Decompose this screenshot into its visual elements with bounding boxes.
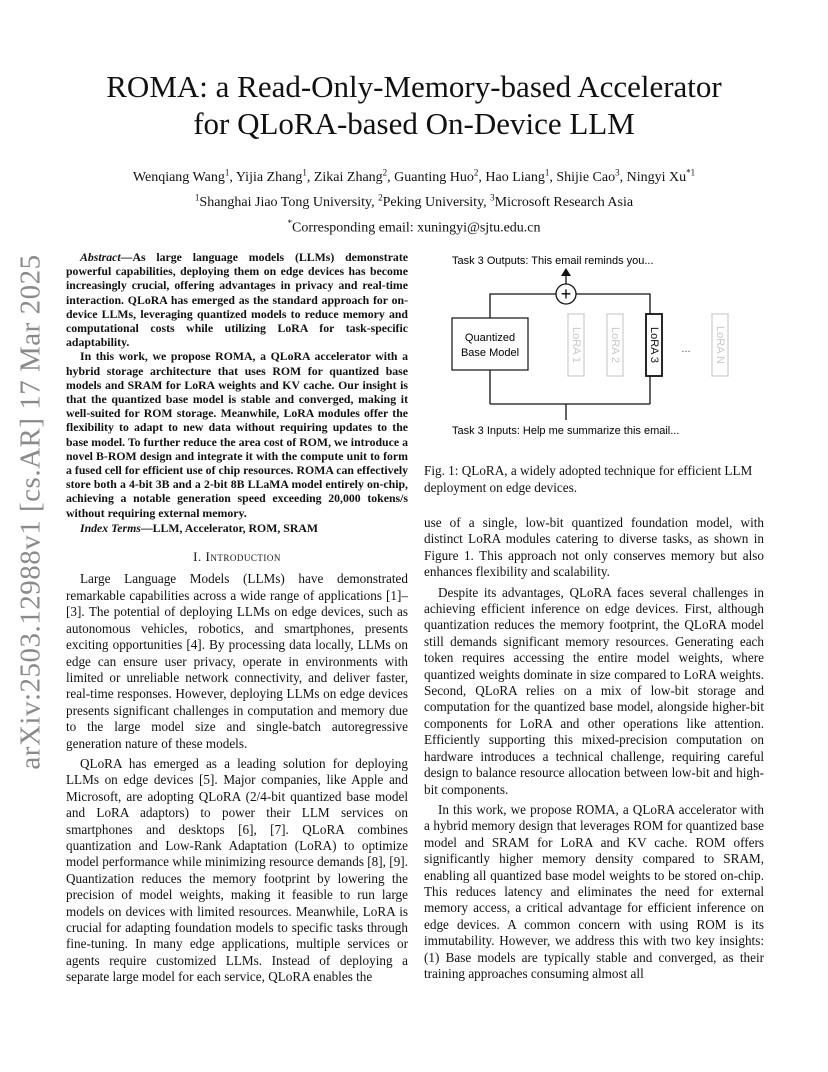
affiliation: $^3$Microsoft Research Asia (490, 192, 634, 211)
arxiv-identifier: arXiv:2503.12988v1 [cs.AR] 17 Mar 2025 (14, 254, 47, 770)
author-list (64, 162, 764, 188)
intro-paragraph-2: QLoRA has emerged as a leading solution for deploying LLMs on edge devices [5]. Major companies, like Apple and Microsoft, are adopting QLoRA (2/4-bit quantized base model and LoRA adaptors) to power their LLM services on smartphones and desktops [6], [7]. QLoRA combines quantization and Low-Rank Adaptation (LoRA) to optimize model performance while minimizing resource demands [8], [9]. Quantization reduces the memory footprint by lowering the precision of model weights, making it feasible to run large models on devices with limited resources. Meanwhile, LoRA is crucial for adapting foundation models to specific tasks through fine-tuning. In many edge applications, multiple services or agents require customized LLMs. Instead of deploying a separate large model for each service, QLoRA enables the (66, 755, 408, 985)
author: Hao Liang$^1$, (485, 167, 557, 185)
affiliation: $^2$Peking University, (378, 192, 491, 211)
outputs-label: Task 3 Outputs: This email reminds you... (452, 255, 654, 267)
adder-icon: + (560, 284, 572, 304)
right-paragraph-2: Despite its advantages, QLoRA faces several challenges in achieving efficient inference on edge devices. First, although quantization reduces the memory footprint, the QLoRA model still demands significant memory resources. Generating each token requires accessing the entire model weights, where quantized weights dominate in size compared to LoRA weights. Second, QLoRA relies on a mix of low-bit storage and computation for the quantized base model, alongside higher-bit components for LoRA and other operations like attention. Efficiently supporting this mixed-precision computation on hardware introduces a technical challenge, requiring careful design to balance resource allocation between low-bit and high-bit components. (424, 584, 764, 797)
corresponding-email: *Corresponding email: xuningyi@sjtu.edu.cn (287, 218, 541, 236)
abstract-paragraph-1: Abstract—As large language models (LLMs) demonstrate powerful capabilities, deploying them on edge devices has become increasingly crucial, offering advantages in privacy and real-time interaction. QLoRA has emerged as the standard approach for on-device LLMs, leveraging quantized models to reduce memory and computational costs while utilizing LoRA for task-specific adaptability. (66, 250, 408, 350)
paper-title (64, 68, 764, 142)
right-paragraph-3: In this work, we propose ROMA, a QLoRA accelerator with a hybrid memory design that leverages ROM for quantized base model and SRAM for LoRA and KV cache. ROM offers significantly higher memory density compared to SRAM, enabling all quantized base model weights to be stored on-chip. This reduces latency and eliminates the need for external memory access, a critical advantage for efficient inference on edge devices. A common concern with using ROM is its immutability. However, we address this with two key insights: (1) Base models are typically stable and converged, as their training approaches consuming almost all (424, 801, 764, 981)
author: Wenqiang Wang$^1$, (132, 167, 236, 185)
quantized-base-model-box (452, 318, 528, 370)
output-arrowhead (561, 268, 571, 276)
index-terms: Index Terms—LLM, Accelerator, ROM, SRAM (80, 520, 318, 535)
inputs-label: Task 3 Inputs: Help me summarize this email... (452, 425, 680, 437)
lora-3-label: LoRA 3 (648, 326, 661, 364)
author: Ningyi Xu$^{*1}$ (626, 167, 696, 185)
qlora-diagram (424, 252, 764, 442)
author: Guanting Huo$^2$, (394, 167, 486, 185)
lora-n-label: LoRA N (714, 326, 727, 364)
author-block (64, 162, 764, 239)
right-paragraph-1: use of a single, low-bit quantized foundation model, with distinct LoRA modules catering to diverse tasks, as shown in Figure 1. This approach not only conserves memory but also enhances flexibility and scalability. (424, 515, 764, 580)
abstract-paragraph-2: In this work, we propose ROMA, a QLoRA accelerator with a hybrid storage architecture that uses ROM for quantized base models and SRAM for LoRA weights and KV cache. Our insight is that the quantized base model is stable and converged, making it well-suited for ROM storage. Meanwhile, LoRA modules offer the flexibility to adapt to new data without requiring updates to the base model. To further reduce the area cost of ROM, we introduce a novel B-ROM design and integrate it with the compute unit to form a fused cell for efficient use of chip resources. ROMA can effectively store both a 4-bit 3B and a 2-bit 8B LLaMA model entirely on-chip, achieving a notable generation speed exceeding 20,000 tokens/s without requiring external memory. (66, 349, 408, 520)
affiliation-list (64, 188, 764, 214)
author: Yijia Zhang$^1$, (235, 167, 314, 185)
lora-1-label: LoRA 1 (570, 326, 583, 364)
intro-paragraph-1: Large Language Models (LLMs) have demonstrated remarkable capabilities across a wide range of applications [1]–[3]. The potential of deploying LLMs on edge devices, such as autonomous vehicles, robotics, and smartphones, presents exciting opportunities [4]. By processing data locally, LLMs on edge can ensure user privacy, operate in environments with limited or unreliable network connectivity, and deliver faster, real-time responses. However, deploying LLMs on edge devices presents significant challenges in computation and memory due to the large model size and single-batch autoregressive generation nature of these models. (66, 571, 408, 751)
author: Shijie Cao$^3$, (556, 167, 627, 185)
lora-2-label: LoRA 2 (609, 326, 622, 364)
figure-qlora-diagram (424, 252, 764, 442)
title-line-1: ROMA: a Read-Only-Memory-based Accelerator (106, 69, 722, 104)
figure-caption: Fig. 1: QLoRA, a widely adopted technique for efficient LLM deployment on edge devices. (424, 463, 753, 495)
base-model-label-line1: Quantized (464, 332, 516, 344)
title-line-2: for QLoRA-based On-Device LLM (193, 106, 635, 141)
section-heading-introduction: I. Introduction (193, 549, 281, 565)
base-model-label-line2: Base Model (460, 347, 520, 359)
author: Zikai Zhang$^2$, (313, 167, 395, 185)
left-column (66, 250, 408, 990)
right-column (424, 515, 764, 986)
affiliation: $^1$Shanghai Jiao Tong University, (194, 192, 379, 211)
lora-ellipsis: ... (681, 343, 691, 355)
